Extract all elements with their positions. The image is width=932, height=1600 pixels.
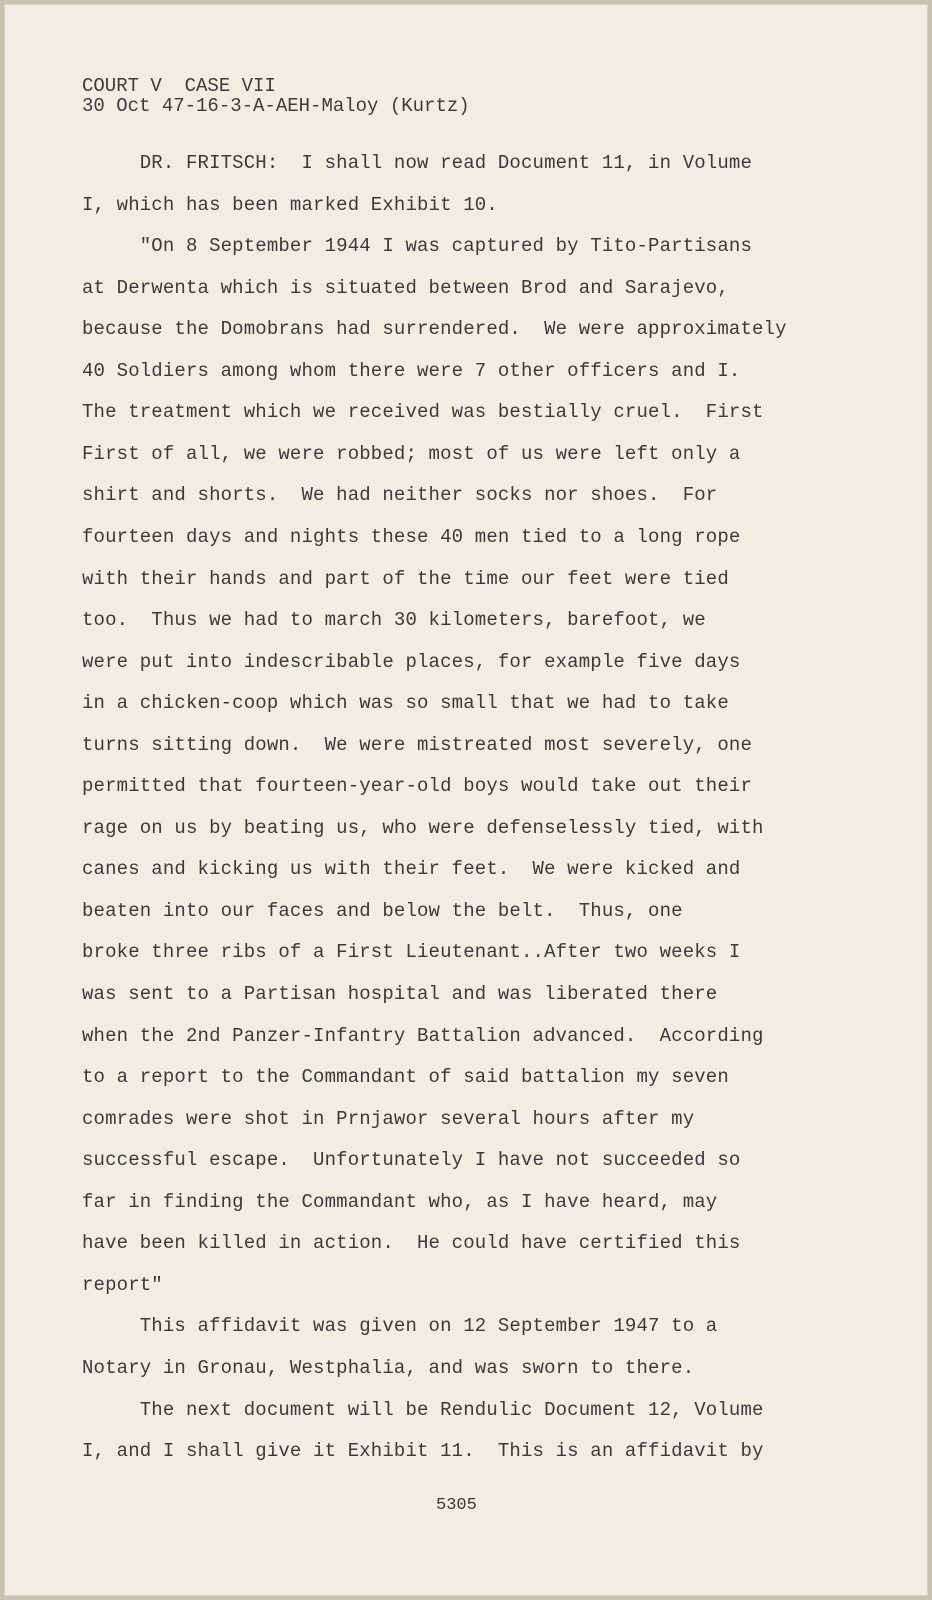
text-line: comrades were shot in Prnjawor several hours after my <box>82 1107 695 1130</box>
text-line: were put into indescribable places, for example five days <box>82 650 741 673</box>
text-line: report" <box>82 1273 163 1296</box>
page-number: 5305 <box>436 1496 477 1515</box>
text-line: fourteen days and nights these 40 men tied to a long rope <box>82 525 741 548</box>
text-line: with their hands and part of the time our feet were tied <box>82 567 729 590</box>
text-line: Notary in Gronau, Westphalia, and was sworn to there. <box>82 1356 695 1379</box>
text-line: permitted that fourteen-year-old boys would take out their <box>82 775 753 798</box>
court-case-line: COURT V CASE VII <box>82 75 276 97</box>
text-line: shirt and shorts. We had neither socks nor shoes. For <box>82 484 718 507</box>
text-line: because the Domobrans had surrendered. We were approximately <box>82 318 787 341</box>
text-line: This affidavit was given on 12 September 1947 to a <box>82 1315 718 1338</box>
text-line: turns sitting down. We were mistreated most severely, one <box>82 733 753 756</box>
text-line: when the 2nd Panzer-Infantry Battalion advanced. According <box>82 1024 764 1047</box>
text-line: have been killed in action. He could have certified this <box>82 1232 741 1255</box>
text-line: broke three ribs of a First Lieutenant..After two weeks I <box>82 941 741 964</box>
session-reference-line: 30 Oct 47-16-3-A-AEH-Maloy (Kurtz) <box>82 95 470 117</box>
document-header <box>82 76 470 116</box>
text-line: in a chicken-coop which was so small that we had to take <box>82 692 729 715</box>
document-page <box>4 4 928 1596</box>
text-line: rage on us by beating us, who were defenselessly tied, with <box>82 816 764 839</box>
text-line: The treatment which we received was bestially cruel. First <box>82 401 764 424</box>
text-line: canes and kicking us with their feet. We were kicked and <box>82 858 741 881</box>
text-line: far in finding the Commandant who, as I have heard, may <box>82 1190 718 1213</box>
text-line: beaten into our faces and below the belt. Thus, one <box>82 899 683 922</box>
text-line: 40 Soldiers among whom there were 7 other officers and I. <box>82 359 741 382</box>
text-line: I, which has been marked Exhibit 10. <box>82 193 498 216</box>
text-line: successful escape. Unfortunately I have not succeeded so <box>82 1149 741 1172</box>
text-line: was sent to a Partisan hospital and was liberated there <box>82 983 718 1005</box>
text-line: I, and I shall give it Exhibit 11. This is an affidavit by <box>82 1440 764 1463</box>
text-line: DR. FRITSCH: I shall now read Document 11, in Volume <box>82 152 753 174</box>
text-line: "On 8 September 1944 I was captured by Tito-Partisans <box>82 235 753 258</box>
text-line: The next document will be Rendulic Document 12, Volume <box>82 1398 764 1421</box>
text-line: First of all, we were robbed; most of us were left only a <box>82 442 741 465</box>
text-line: at Derwenta which is situated between Brod and Sarajevo, <box>82 276 729 299</box>
text-line: too. Thus we had to march 30 kilometers, barefoot, we <box>82 609 706 632</box>
text-line: to a report to the Commandant of said battalion my seven <box>82 1066 729 1089</box>
